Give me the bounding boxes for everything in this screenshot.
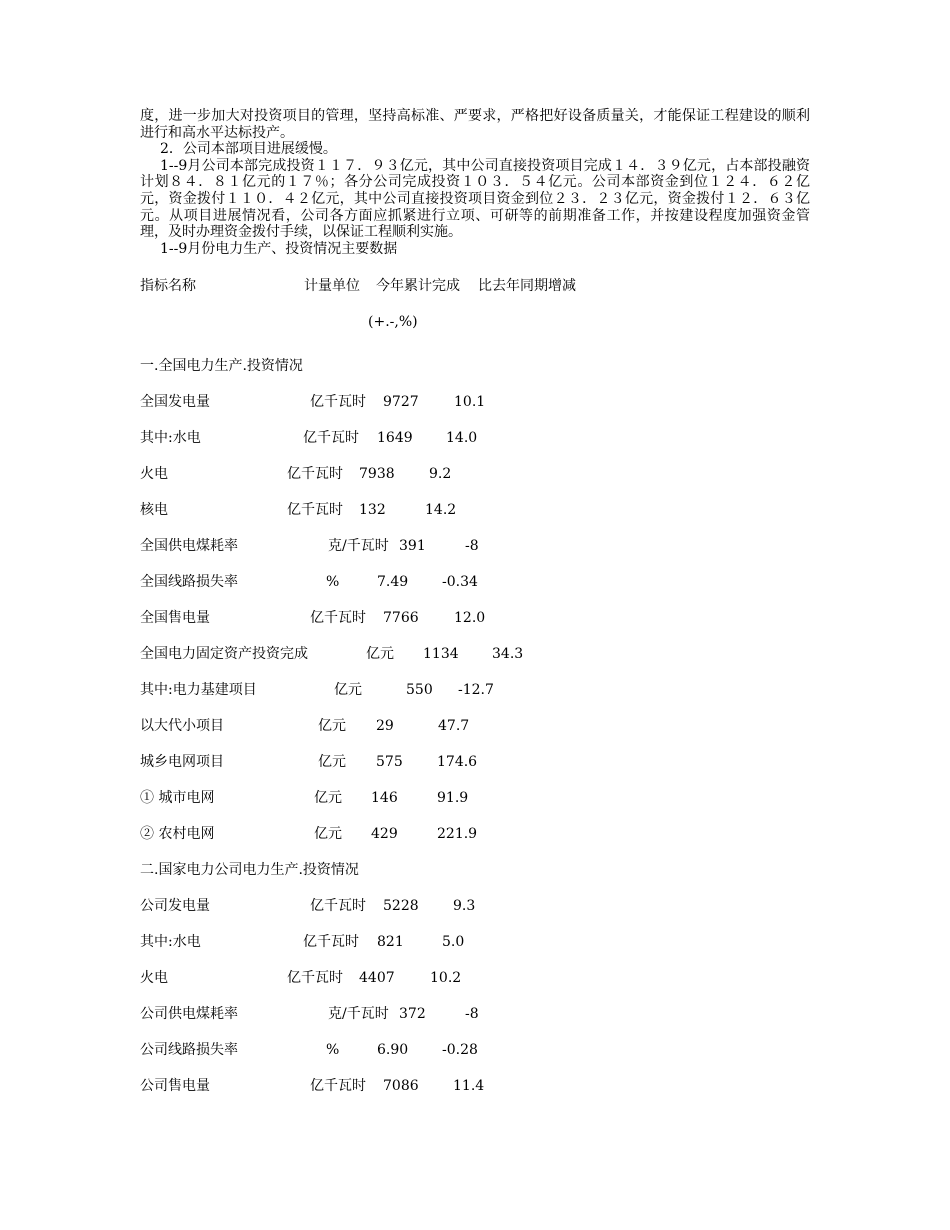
cell-unit: 克/千瓦时 bbox=[328, 538, 389, 555]
table-row bbox=[140, 501, 810, 537]
cell-change: 9.2 bbox=[429, 466, 452, 483]
section-title-national: 一.全国电力生产.投资情况 bbox=[140, 358, 303, 375]
table-row bbox=[140, 789, 810, 825]
cell-unit: 亿元 bbox=[334, 682, 362, 699]
cell-name: 全国发电量 bbox=[140, 394, 210, 411]
cell-change: 47.7 bbox=[438, 718, 470, 735]
cell-change: -8 bbox=[465, 538, 479, 555]
cell-value: 429 bbox=[371, 826, 398, 843]
cell-name: 火电 bbox=[140, 466, 168, 483]
cell-name: 全国售电量 bbox=[140, 610, 210, 627]
cell-unit: 亿千瓦时 bbox=[303, 934, 359, 951]
cell-name: 其中:水电 bbox=[140, 934, 201, 951]
cell-unit: 亿元 bbox=[314, 790, 342, 807]
section-company-rows bbox=[140, 897, 810, 1113]
cell-change: 14.0 bbox=[446, 430, 478, 447]
table-row bbox=[140, 393, 810, 429]
cell-change: 221.9 bbox=[437, 826, 478, 843]
table-row bbox=[140, 429, 810, 465]
cell-value: 7766 bbox=[383, 610, 419, 627]
header-value: 今年累计完成 bbox=[376, 278, 460, 295]
cell-value: 132 bbox=[359, 502, 386, 519]
cell-unit: 亿元 bbox=[318, 718, 346, 735]
paragraph-heading-2: 2．公司本部项目进展缓慢。 bbox=[160, 141, 337, 158]
table-row bbox=[140, 645, 810, 681]
cell-change: 11.4 bbox=[453, 1078, 485, 1095]
cell-value: 575 bbox=[376, 754, 403, 771]
cell-value: 372 bbox=[399, 1006, 426, 1023]
cell-value: 7938 bbox=[359, 466, 395, 483]
cell-change: 10.2 bbox=[430, 970, 462, 987]
table-row bbox=[140, 753, 810, 789]
cell-change: 91.9 bbox=[437, 790, 469, 807]
cell-name: 公司发电量 bbox=[140, 898, 210, 915]
cell-name: 公司供电煤耗率 bbox=[140, 1006, 238, 1023]
cell-name: 全国电力固定资产投资完成 bbox=[140, 646, 308, 663]
cell-name: 公司线路损失率 bbox=[140, 1042, 238, 1059]
cell-unit: 亿元 bbox=[318, 754, 346, 771]
cell-unit: 亿千瓦时 bbox=[287, 970, 343, 987]
table-row bbox=[140, 573, 810, 609]
cell-name: 全国供电煤耗率 bbox=[140, 538, 238, 555]
table-row bbox=[140, 537, 810, 573]
table-row bbox=[140, 1041, 810, 1077]
section-national-rows bbox=[140, 393, 810, 861]
paragraph-continuation: 度，进一步加大对投资项目的管理，坚持高标准、严要求，严格把好设备质量关，才能保证工程建设的顺利进行和高水平达标投产。 bbox=[140, 108, 810, 141]
cell-value: 1649 bbox=[377, 430, 413, 447]
cell-unit: 亿千瓦时 bbox=[310, 1078, 366, 1095]
cell-change: 10.1 bbox=[454, 394, 486, 411]
table-row bbox=[140, 609, 810, 645]
cell-name: 其中:水电 bbox=[140, 430, 201, 447]
cell-value: 7.49 bbox=[377, 574, 409, 591]
table-row bbox=[140, 717, 810, 753]
cell-unit: 亿千瓦时 bbox=[287, 502, 343, 519]
cell-value: 1134 bbox=[423, 646, 459, 663]
cell-unit: 亿千瓦时 bbox=[310, 610, 366, 627]
cell-value: 550 bbox=[406, 682, 433, 699]
cell-unit: 亿千瓦时 bbox=[287, 466, 343, 483]
cell-value: 7086 bbox=[383, 1078, 419, 1095]
cell-change: 9.3 bbox=[453, 898, 476, 915]
cell-unit: % bbox=[326, 1042, 340, 1059]
cell-change: 34.3 bbox=[492, 646, 524, 663]
table-header-row bbox=[140, 277, 810, 313]
cell-change: 14.2 bbox=[425, 502, 457, 519]
cell-name: 核电 bbox=[140, 502, 168, 519]
cell-value: 4407 bbox=[359, 970, 395, 987]
cell-change: -0.28 bbox=[442, 1042, 478, 1059]
cell-value: 5228 bbox=[383, 898, 419, 915]
section-title-company: 二.国家电力公司电力生产.投资情况 bbox=[140, 862, 359, 879]
unit-note: (+.-,%) bbox=[368, 314, 418, 331]
cell-name: 城乡电网项目 bbox=[140, 754, 224, 771]
cell-unit: 亿千瓦时 bbox=[310, 394, 366, 411]
header-name: 指标名称 bbox=[140, 278, 196, 295]
table-caption: 1--9月份电力生产、投资情况主要数据 bbox=[160, 240, 398, 257]
cell-unit: 克/千瓦时 bbox=[328, 1006, 389, 1023]
cell-change: -8 bbox=[465, 1006, 479, 1023]
cell-name: ① 城市电网 bbox=[140, 790, 215, 807]
cell-name: 公司售电量 bbox=[140, 1078, 210, 1095]
cell-unit: 亿元 bbox=[366, 646, 394, 663]
table-row bbox=[140, 897, 810, 933]
cell-unit: 亿千瓦时 bbox=[310, 898, 366, 915]
cell-value: 6.90 bbox=[377, 1042, 409, 1059]
document-page bbox=[140, 108, 810, 1113]
cell-unit: 亿元 bbox=[314, 826, 342, 843]
cell-value: 146 bbox=[371, 790, 398, 807]
cell-value: 29 bbox=[376, 718, 394, 735]
cell-change: -12.7 bbox=[458, 682, 494, 699]
cell-change: -0.34 bbox=[442, 574, 478, 591]
table-row bbox=[140, 969, 810, 1005]
table-row bbox=[140, 465, 810, 501]
cell-name: 全国线路损失率 bbox=[140, 574, 238, 591]
table-row bbox=[140, 1005, 810, 1041]
header-change: 比去年同期增减 bbox=[478, 278, 576, 295]
table-row bbox=[140, 1077, 810, 1113]
cell-value: 391 bbox=[399, 538, 426, 555]
cell-name: ② 农村电网 bbox=[140, 826, 215, 843]
table-row bbox=[140, 825, 810, 861]
cell-name: 其中:电力基建项目 bbox=[140, 682, 257, 699]
header-unit: 计量单位 bbox=[304, 278, 360, 295]
cell-name: 火电 bbox=[140, 970, 168, 987]
cell-value: 9727 bbox=[383, 394, 419, 411]
unit-note-row bbox=[140, 313, 810, 357]
cell-change: 174.6 bbox=[437, 754, 478, 771]
cell-unit: % bbox=[326, 574, 340, 591]
cell-value: 821 bbox=[377, 934, 404, 951]
cell-name: 以大代小项目 bbox=[140, 718, 224, 735]
cell-change: 12.0 bbox=[454, 610, 486, 627]
paragraph-investment: 1--9月公司本部完成投资１１７．９３亿元，其中公司直接投资项目完成１４．３９亿元，占本部投融资计划８４．８１亿元的１７％；各分公司完成投资１０３．５４亿元。公司本部资金到位１２４．６２亿元，资金拨付１１０．４２亿元，其中公司直接投资项目资金到位２３．２３亿元，资金拨付１２．６３亿元。从项目进展情况看，公司各方面应抓紧进行立项、可研等的前期准备工作，并按建设程度加强资金管理，及时办理资金拨付手续，以保证工程顺利实施。 bbox=[140, 157, 810, 241]
cell-unit: 亿千瓦时 bbox=[303, 430, 359, 447]
table-row bbox=[140, 933, 810, 969]
cell-change: 5.0 bbox=[442, 934, 465, 951]
table-row bbox=[140, 681, 810, 717]
